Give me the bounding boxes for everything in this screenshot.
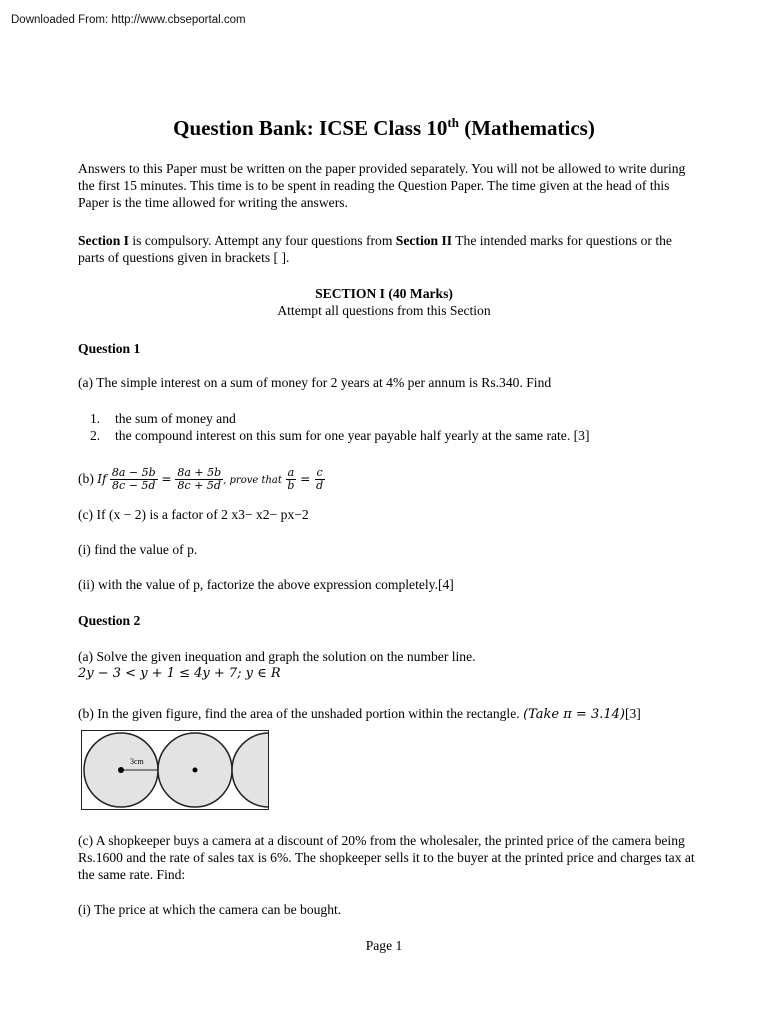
section-instructions: Section I is compulsory. Attempt any four questions from Section II The intended marks for questions or the parts of questions given in brackets [ ]. bbox=[78, 233, 672, 265]
section-heading: SECTION I (40 Marks) bbox=[315, 286, 453, 301]
radius-label: 3cm bbox=[130, 757, 144, 766]
page-title: Question Bank: ICSE Class 10th (Mathematics) bbox=[173, 115, 595, 140]
center-point-middle bbox=[193, 768, 198, 773]
question-2-heading: Question 2 bbox=[78, 613, 141, 628]
list-item: 1. the sum of money and bbox=[90, 411, 236, 426]
fraction: $\frac{c}{d}$ bbox=[316, 466, 324, 493]
question-2c-i: (i) The price at which the camera can be bought. bbox=[78, 902, 342, 917]
inequation: 2y − 3 < y + 1 ≤ 4y + 7; y ∈ R bbox=[78, 666, 281, 681]
question-1c-ii: (ii) with the value of p, factorize the above expression completely.[4] bbox=[78, 577, 454, 592]
instructions-paragraph: Answers to this Paper must be written on the paper provided separately. You will not be allowed to write during the first 15 minutes. This time is to be spent in reading the Question Paper. The time given at the head of this Paper is the time allowed for writing the answers. bbox=[78, 161, 686, 210]
fraction: $\frac{8a + 5b}{8c + 5d}$ bbox=[177, 466, 222, 493]
fraction: $\frac{a}{b}$ bbox=[287, 466, 295, 493]
circles-figure bbox=[81, 730, 269, 810]
question-1c-i: (i) find the value of p. bbox=[78, 542, 198, 557]
question-1a: (a) The simple interest on a sum of money for 2 years at 4% per annum is Rs.340. Find bbox=[78, 375, 552, 390]
question-2b: (b) In the given figure, find the area of the unshaded portion within the rectangle. (Take π = 3.14)[3] bbox=[78, 706, 641, 722]
question-1c: (c) If (x − 2) is a factor of 2 x3− x2− px−2 bbox=[78, 507, 309, 522]
question-2c: (c) A shopkeeper buys a camera at a discount of 20% from the wholesaler, the printed price of the camera being Rs.1600 and the rate of sales tax is 6%. The shopkeeper sells it to the buyer at the printed price and charges tax at the same rate. Find: bbox=[78, 833, 695, 882]
question-1-heading: Question 1 bbox=[78, 341, 141, 356]
circles-diagram bbox=[82, 731, 268, 809]
question-1a-list bbox=[90, 410, 589, 444]
page-number: Page 1 bbox=[365, 938, 403, 953]
section-subheading: Attempt all questions from this Section bbox=[277, 303, 491, 318]
circle-right bbox=[232, 733, 268, 807]
question-1b: (b) If $\frac{8a - 5b}{8c - 5d}$ = $\frac{8a + 5b}{8c + 5d}$ , prove that $\frac{a}{b}$ = $\frac{c}{d}$ bbox=[78, 466, 324, 493]
center-point-left bbox=[118, 767, 124, 773]
question-2a: (a) Solve the given inequation and graph the solution on the number line. bbox=[78, 649, 476, 664]
list-item: 2. the compound interest on this sum for one year payable half yearly at the same rate. [3] bbox=[90, 428, 590, 443]
fraction: $\frac{8a - 5b}{8c - 5d}$ bbox=[111, 466, 156, 493]
download-source: Downloaded From: http://www.cbseportal.com bbox=[11, 14, 246, 26]
